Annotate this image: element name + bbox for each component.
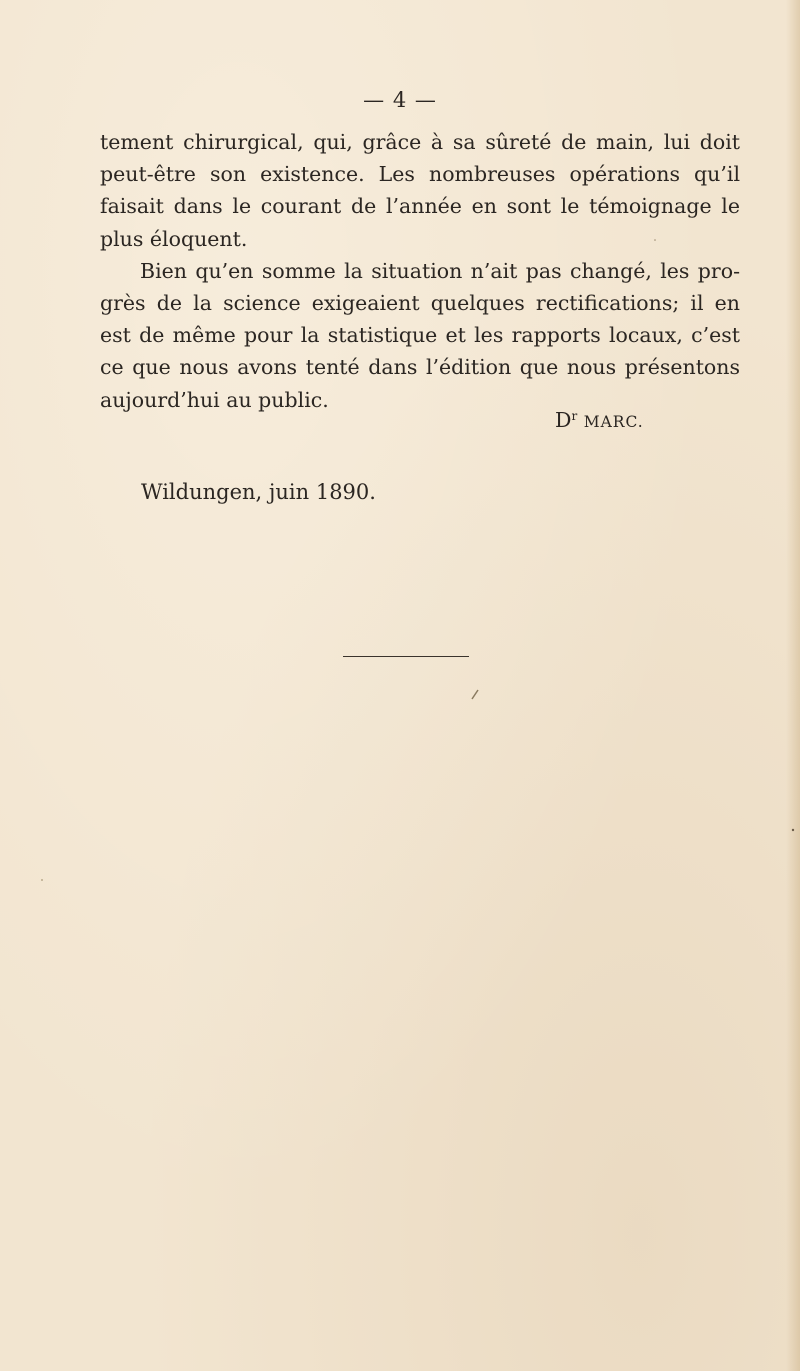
text-line: aujourd’hui au public. [100,387,329,412]
body-paragraphs [100,126,740,416]
text-line: ce que nous avons tenté dans l’édition que nous présentons [100,355,740,380]
ink-speck [41,879,43,881]
signature-title: D [555,408,572,432]
ink-speck [792,829,794,831]
place-date: Wildungen, juin 1890. [141,480,376,504]
ink-speck [472,690,478,699]
text-line: est de même pour la statistique et les rapports locaux, c’est [100,323,740,348]
signature-name: MARC. [583,413,644,431]
text-line: tement chirurgical, qui, grâce à sa sûreté de main, lui doit [100,130,740,154]
text-line: faisait dans le courant de l’année en sont le témoignage le [100,194,740,219]
text-line: plus éloquent. [100,226,248,251]
signature-title-superscript: r [571,409,578,423]
page-number: — 4 — [363,88,437,112]
text-line-paragraph-start: Bien qu’en somme la situation n’ait pas changé, les pro- [140,258,740,283]
signature [555,408,644,432]
text-line: peut-être son existence. Les nombreuses opérations qu’il [100,162,740,187]
text-line: grès de la science exigeaient quelques rectifications; il en [100,291,740,316]
closing-rule [343,656,469,657]
